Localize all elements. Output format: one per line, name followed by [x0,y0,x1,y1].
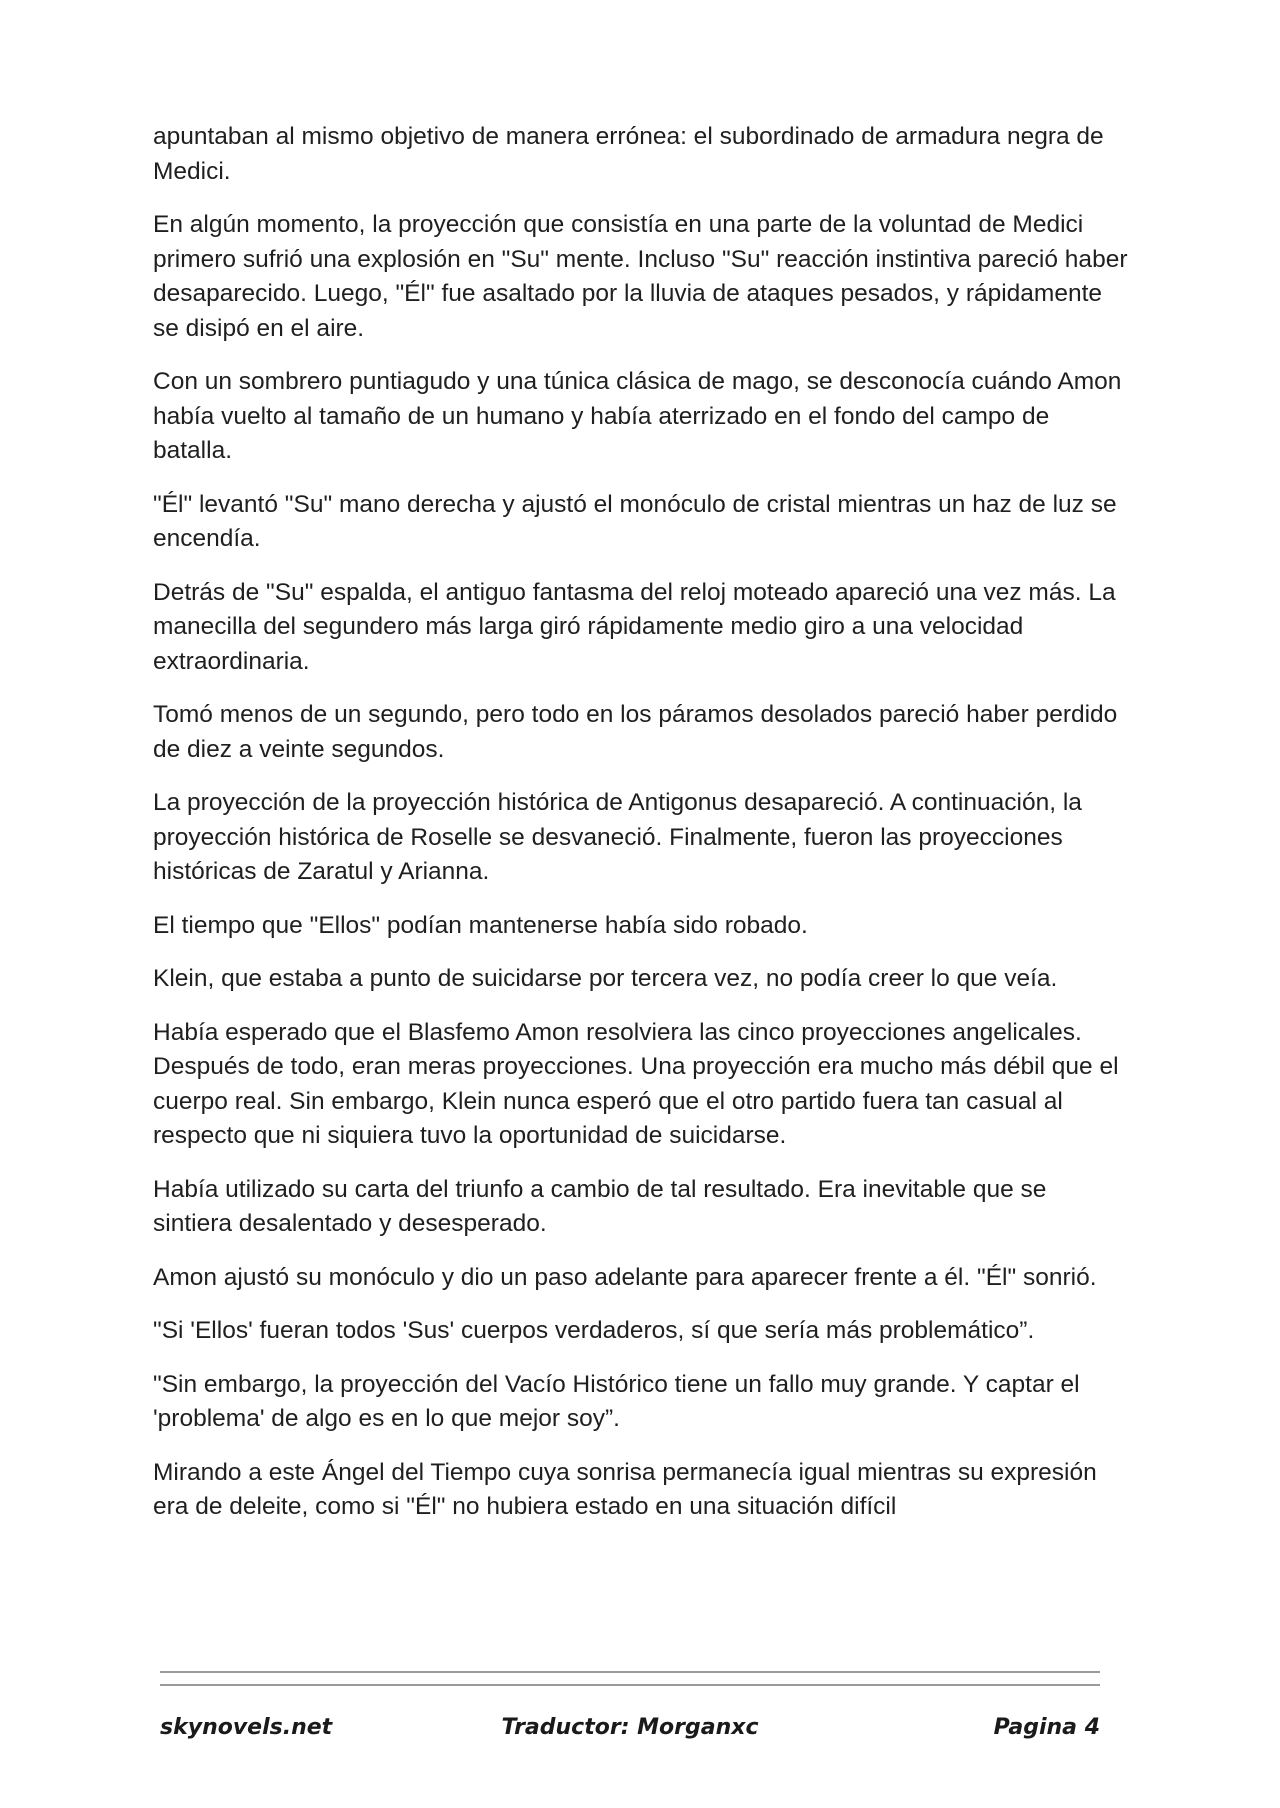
paragraph: "Si 'Ellos' fueran todos 'Sus' cuerpos verdaderos, sí que sería más problemático”. [153,1317,1035,1344]
paragraph: La proyección de la proyección histórica de Antigonus desapareció. A continuación, la proyección histórica de Roselle se desvaneció. Finalmente, fueron las proyecciones históricas de Zaratul y Arianna. [153,789,1082,885]
paragraph: "Él" levantó "Su" mano derecha y ajustó el monóculo de cristal mientras un haz de luz se encendía. [153,490,1117,552]
paragraph: apuntaban al mismo objetivo de manera errónea: el subordinado de armadura negra de Medici. [153,123,1104,185]
divider-line [160,1684,1100,1686]
paragraph: "Sin embargo, la proyección del Vacío Histórico tiene un fallo muy grande. Y captar el 'problema' de algo es en lo que mejor soy”. [153,1370,1080,1432]
footer-translator: Traductor: Morganxc [501,1715,759,1740]
footer-page-number: Pagina 4 [993,1715,1100,1740]
body-text [153,120,1128,1544]
footer-site: skynovels.net [160,1715,333,1740]
paragraph: Había utilizado su carta del triunfo a cambio de tal resultado. Era inevitable que se sintiera desalentado y desesperado. [153,1175,1047,1237]
paragraph: Klein, que estaba a punto de suicidarse por tercera vez, no podía creer lo que veía. [153,965,1058,992]
paragraph: Amon ajustó su monóculo y dio un paso adelante para aparecer frente a él. "Él" sonrió. [153,1263,1097,1291]
divider-line [160,1671,1100,1673]
paragraph: El tiempo que "Ellos" podían mantenerse había sido robado. [153,911,808,939]
paragraph: Con un sombrero puntiagudo y una túnica clásica de mago, se desconocía cuándo Amon había vuelto al tamaño de un humano y había aterrizado en el fondo del campo de batalla. [153,368,1122,464]
page-footer [160,1715,1100,1751]
paragraph: Tomó menos de un segundo, pero todo en los páramos desolados pareció haber perdido de diez a veinte segundos. [153,701,1118,763]
paragraph: Mirando a este Ángel del Tiempo cuya sonrisa permanecía igual mientras su expresión era de deleite, como si "Él" no hubiera estado en una situación difícil [153,1458,1097,1520]
paragraph: En algún momento, la proyección que consistía en una parte de la voluntad de Medici primero sufrió una explosión en "Su" mente. Incluso "Su" reacción instintiva pareció haber desaparecido. Luego, "Él" fue asaltado por la lluvia de ataques pesados, y rápidamente se disipó en el aire. [153,211,1128,342]
paragraph: Había esperado que el Blasfemo Amon resolviera las cinco proyecciones angelicales. Después de todo, eran meras proyecciones. Una proyección era mucho más débil que el cuerpo real. Sin embargo, Klein nunca esperó que el otro partido fuera tan casual al respecto que ni siquiera tuvo la oportunidad de suicidarse. [153,1018,1119,1149]
paragraph: Detrás de "Su" espalda, el antiguo fantasma del reloj moteado apareció una vez más. La manecilla del segundero más larga giró rápidamente medio giro a una velocidad extraordinaria. [153,578,1116,675]
footer-divider [160,1671,1100,1686]
